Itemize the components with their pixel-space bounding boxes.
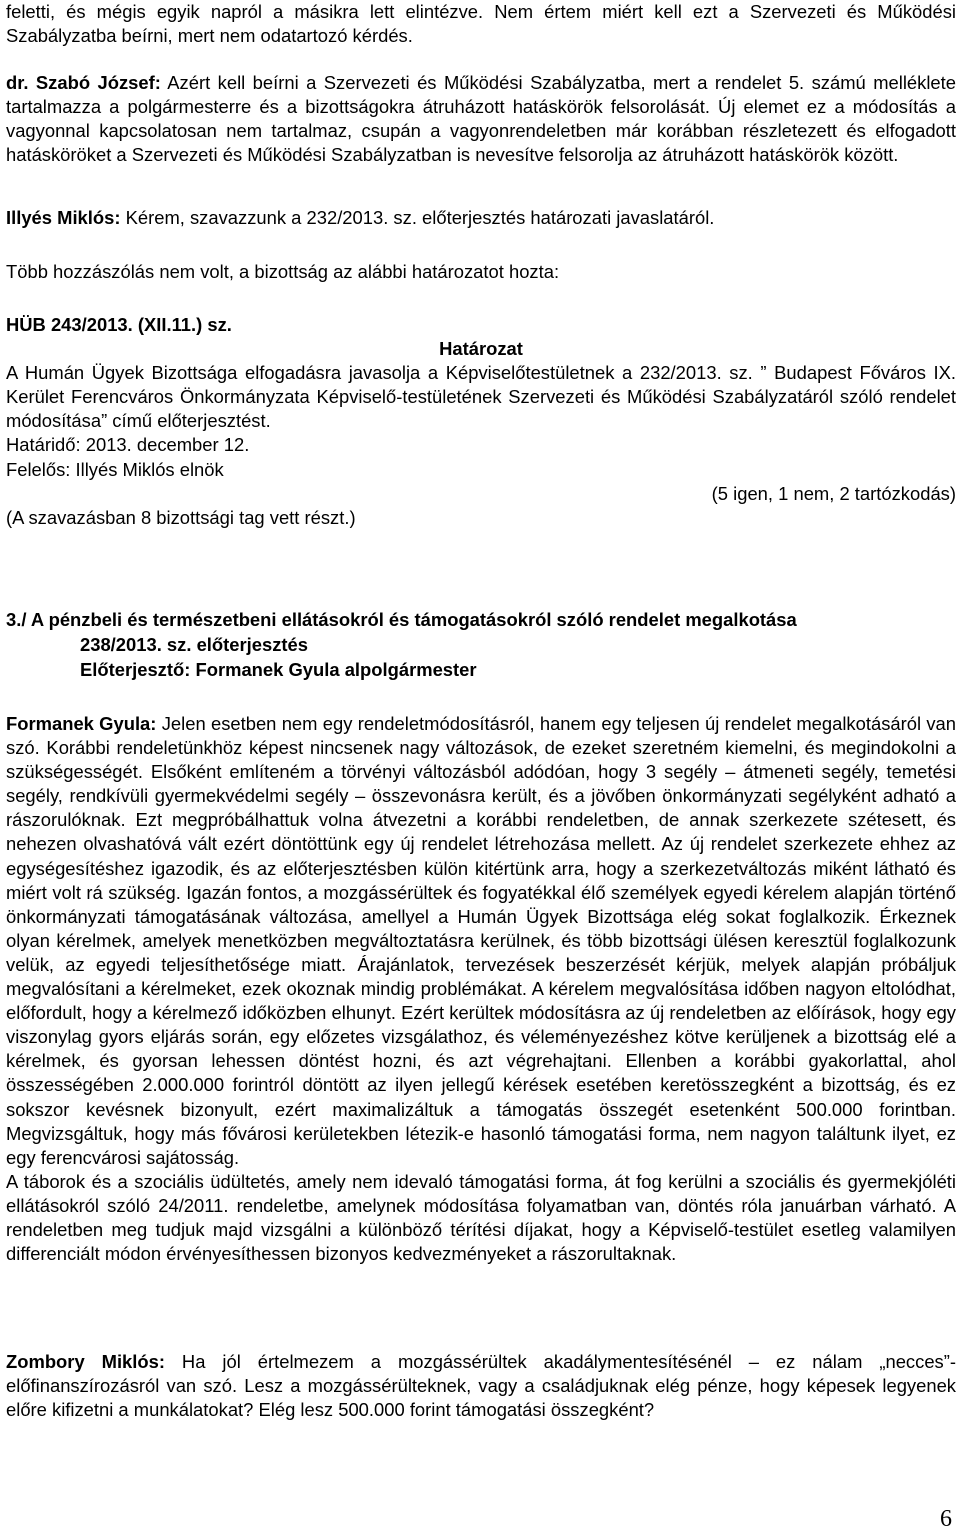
paragraph-text: feletti, és mégis egyik napról a másikra lett elintézve. Nem értem miért kell ezt a Szervezeti és Működési Szabályzatba beírni, mert nem odatartozó kérdés. (6, 1, 956, 47)
section-title-line: 3./ A pénzbeli és természetbeni ellátásokról és támogatásokról szóló rendelet megalkotása (6, 609, 797, 630)
section-title (6, 607, 956, 682)
speech-text: Kérem, szavazzunk a 232/2013. sz. előterjesztés határozati javaslatáról. (120, 207, 715, 228)
resolution-responsible: Felelős: Illyés Miklós elnök (6, 458, 224, 480)
paragraph-zombory (6, 1350, 956, 1422)
paragraph-text (6, 712, 956, 1170)
speaker-name: Illyés Miklós: (6, 207, 121, 228)
paragraph-text (6, 1350, 956, 1422)
paragraph-szabo (6, 71, 956, 167)
paragraph-formanek (6, 712, 956, 1266)
paragraph-text (6, 206, 956, 230)
resolution-block (6, 313, 956, 530)
speech-text: Jelen esetben nem egy rendeletmódosításról, hanem egy teljesen új rendelet megalkotásáról van szó. Korábbi rendeletünkhöz képest nincsenek nagy változások, de ezeket szeretném kiemelni, és megindokolni a szükségességét. Elsőként említeném a törvényi változásból adódóan, hogy 3 segély – átmeneti segély, temetési segély, rendkívüli gyermekvédelmi segély – összevonásra került, és a jövőben önkormányzati segélyként adható a rászorulóknak. Ezt megpróbálhattuk volna átvezetni a korábbi rendeletben, de annak szerkezete szétesett, és nehezen olvashatóvá vált ezért döntöttünk egy új rendelet létrehozása mellett. Az új rendelet szerkezete ehhez az egységesítéshez igazodik, és az előterjesztésben külön kitértünk arra, hogy a szerkezetváltozás miként látható és miért volt rá szükség. Igazán fontos, a mozgássérültek és fogyatékkal élő személyek egyedi kérelem alapján történő önkormányzati támogatásának változása, amellyel a Humán Ügyek Bizottsága elég sokat foglalkozik. Érkeznek olyan kérelmek, amelyek menetközben megváltoztatásra kerülnek, és több bizottsági ülésen keresztül foglalkozunk velük, az egyedi teljesíthetősége miatt. Árajánlatok, tervezések beszerzését kérjük, melyek alapján próbáljuk megvalósítani a kérelmeket, ezek okoznak mindig problémákat. A kérelem megvalósítása időben nagyon eltolódhat, előfordult, hogy a kérelmező időközben elhunyt. Ezért kerültek módosításra az új rendeletben az előírások, hogy egy viszonylag gyors eljárás során, egy előzetes vizsgálathoz, és véleményezéshez kötve kerüljenek a bizottság elé a kérelmek, és gyorsan lehessen döntést hozni, és azt végrehajtani. Ellenben a korábbi gyakorlattal, ahol összességében 2.000.000 forintról döntött az ilyen jellegű kérések esetében keretösszegként a bizottság, és ez sokszor kevésnek bizonyult, ezért maximalizáltuk a támogatás összegét esetenként 500.000 forintban. Megvizsgáltuk, hogy más fővárosi kerületekben létezik-e hasonló támogatási forma, nem nagyon találtunk ilyet, ez egy ferencvárosi sajátosság. (6, 713, 956, 1168)
resolution-text: A Humán Ügyek Bizottsága elfogadásra javasolja a Képviselőtestületnek a 232/2013. sz. ” Budapest Főváros IX. Kerület Ferencváros Önkormányzata Képviselő-testületének Szervezeti és Működési Szabályzatáról szóló rendelet módosítása” című előterjesztést. (6, 362, 956, 432)
speaker-name: Formanek Gyula: (6, 713, 157, 734)
paragraph-text: Több hozzászólás nem volt, a bizottság az alábbi határozatot hozta: (6, 261, 560, 282)
paragraph-continuation (6, 0, 956, 48)
speech-text: Azért kell beírni a Szervezeti és Működési Szabályzatba, mert a rendelet 5. számú melléklete tartalmazza a polgármesterre és a bizottságokra átruházott hatáskörök felsorolását. Új elemet ez a módosítás a vagyonnal kapcsolatosan nem tartalmaz, csupán a vagyonrendeletben már korábban részletezett és elfogadott hatásköröket a Szervezeti és Működési Szabályzatban is nevesítve felsorolja az átruházott hatáskörök között. (6, 72, 956, 166)
paragraph-illyes (6, 206, 956, 230)
resolution-heading: Határozat (439, 338, 523, 360)
paragraph-text: A táborok és a szociális üdültetés, amely nem idevaló támogatási forma, át fog kerülni a szociális és gyermekjóléti ellátásokról szóló 24/2011. rendeletbe, amelynek módosítása folyamatban van, döntés róla januárban várható. A rendeletben meg tudjuk majd vizsgálni a különböző térítési díjakat, hogy a Képviselő-testület esetleg valamilyen differenciált módon érvényesíthessen bizonyos kedvezményeket a rászorultaknak. (6, 1170, 956, 1265)
vote-result: (5 igen, 1 nem, 2 tartózkodás) (711, 482, 956, 504)
speaker-name: Zombory Miklós: (6, 1351, 165, 1372)
resolution-deadline: Határidő: 2013. december 12. (6, 434, 250, 456)
resolution-number: HÜB 243/2013. (XII.11.) sz. (6, 314, 232, 335)
section-title-presenter: Előterjesztő: Formanek Gyula alpolgármester (80, 659, 477, 680)
paragraph-no-more-comments (6, 260, 956, 284)
paragraph-text (6, 71, 956, 167)
section-title-proposal: 238/2013. sz. előterjesztés (80, 634, 308, 655)
speaker-name: dr. Szabó József: (6, 72, 161, 93)
page-number: 6 (940, 1506, 952, 1532)
speech-text: Ha jól értelmezem a mozgássérültek akadálymentesítésénél – ez nálam „necces”- előfinanszírozásról van szó. Lesz a mozgássérülteknek, vagy a családjuknak elég pénze, hogy képesek legyenek előre kifizetni a munkálatokat? Elég lesz 500.000 forint támogatási összegként? (6, 1351, 956, 1421)
vote-participation: (A szavazásban 8 bizottsági tag vett részt.) (6, 506, 356, 528)
